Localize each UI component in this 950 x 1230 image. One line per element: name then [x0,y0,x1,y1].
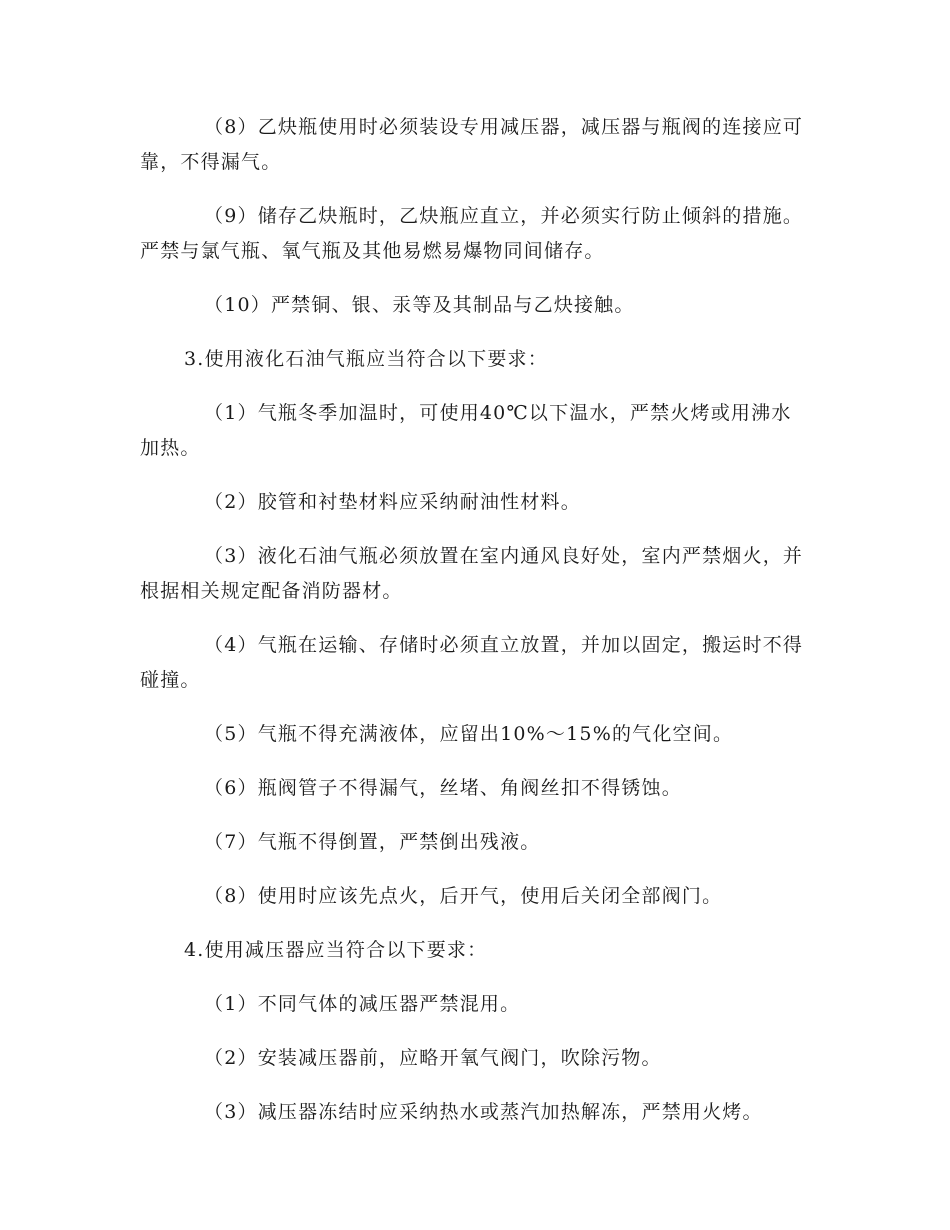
paragraph-item-5-fill-space: （5）气瓶不得充满液体，应留出10%～15%的气化空间。 [204,723,734,745]
paragraph-item-9-acetylene-storage: （9）储存乙炔瓶时，乙炔瓶应直立，并必须实行防止倾斜的措施。严禁与氯气瓶、氧气瓶及其他易燃易爆物同间储存。 [140,205,804,262]
paragraph-item-2-blow-out: （2）安装减压器前，应略开氧气阀门，吹除污物。 [204,1047,662,1069]
paragraph-item-10-copper-contact: （10）严禁铜、银、汞等及其制品与乙炔接触。 [204,294,635,316]
section-heading-lpg-cylinder: 3.使用液化石油气瓶应当符合以下要求： [184,348,548,370]
paragraph-item-3-ventilation: （3）液化石油气瓶必须放置在室内通风良好处，室内严禁烟火，并根据相关规定配备消防器材。 [140,545,804,602]
paragraph-item-8-ignition-order: （8）使用时应该先点火，后开气，使用后关闭全部阀门。 [204,885,723,907]
paragraph-item-6-valve-leak: （6）瓶阀管子不得漏气，丝堵、角阀丝扣不得锈蚀。 [204,777,682,799]
paragraph-item-7-no-inversion: （7）气瓶不得倒置，严禁倒出残液。 [204,831,541,853]
paragraph-item-4-transport: （4）气瓶在运输、存储时必须直立放置，并加以固定，搬运时不得碰撞。 [140,634,804,691]
paragraph-item-8-acetylene-regulator: （8）乙炔瓶使用时必须装设专用减压器，减压器与瓶阀的连接应可靠，不得漏气。 [140,116,804,173]
section-heading-pressure-regulator: 4.使用减压器应当符合以下要求： [184,939,488,961]
paragraph-item-3-thawing: （3）减压器冻结时应采纳热水或蒸汽加热解冻，严禁用火烤。 [204,1101,763,1123]
paragraph-item-1-no-mixing: （1）不同气体的减压器严禁混用。 [204,993,521,1015]
document-body [140,110,808,1149]
paragraph-item-1-warming: （1）气瓶冬季加温时，可使用40℃以下温水，严禁火烤或用沸水加热。 [140,402,792,459]
paragraph-item-2-hose-material: （2）胶管和衬垫材料应采纳耐油性材料。 [204,491,581,513]
